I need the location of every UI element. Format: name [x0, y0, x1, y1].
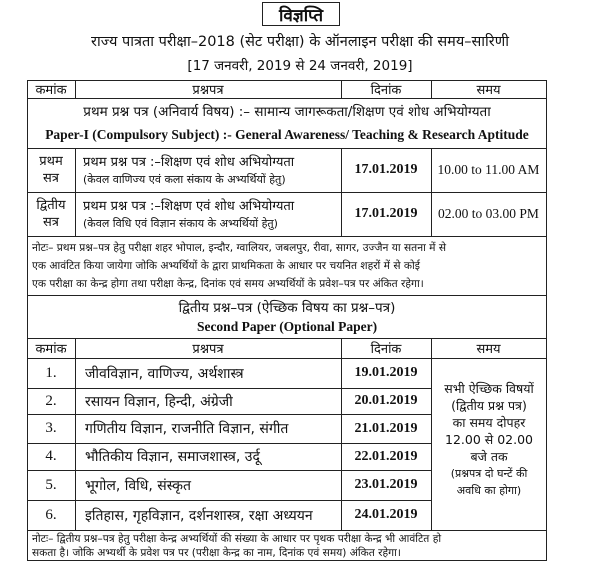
- note-paper1-line2: एक आवंटित किया जायेगा जोकि अभ्यर्थियों के द्वारा प्राथमिकता के आधार पर चयनित शहरों में से कोई: [32, 260, 420, 272]
- column-header-time: समय: [476, 83, 501, 98]
- table-row: [27, 470, 431, 500]
- exam-date: 23.01.2019: [354, 477, 418, 492]
- exam-date: 22.01.2019: [354, 448, 418, 464]
- paper-description-line1: प्रथम प्रश्न पत्र :–शिक्षण एवं शोध अभियोग्यता: [83, 155, 295, 170]
- column-header-sno: कमांक: [35, 342, 67, 357]
- subjects: भौतिकीय विज्ञान, समाजशास्त्र, उर्दू: [85, 449, 260, 465]
- session-label: [27, 196, 75, 232]
- row-number: 4.: [45, 448, 57, 464]
- row-number: 5.: [45, 476, 57, 493]
- subjects: इतिहास, गृहविज्ञान, दर्शनशास्त्र, रक्षा अध्ययन: [85, 507, 313, 524]
- table-row: [27, 148, 547, 192]
- table-row: [27, 500, 431, 530]
- table-row: [27, 388, 431, 414]
- optional-time-line5: बजे तक: [470, 449, 508, 464]
- paper2-title-english: Second Paper (Optional Paper): [196, 319, 378, 334]
- exam-date: 21.01.2019: [354, 420, 418, 436]
- exam-date: 17.01.2019: [354, 162, 418, 177]
- row-number: 1.: [45, 364, 57, 381]
- column-header-paper: प्रश्नपत्र: [192, 342, 224, 357]
- subjects: जीवविज्ञान, वाणिज्य, अर्थशास्त्र: [85, 365, 244, 382]
- note-paper2-line2: सकता है। जोकि अभ्यर्थी के प्रवेश पत्र पर (परीक्षा केन्द्र का नाम, दिनांक एवं समय) अंकित रहेगा।: [32, 546, 401, 559]
- optional-time-line2: (द्वितीय प्रश्न पत्र): [451, 398, 527, 413]
- exam-date-range: [17 जनवरी, 2019 से 24 जनवरी, 2019]: [187, 58, 413, 74]
- optional-time-line6: (प्रश्नपत्र दो घन्टें की: [450, 467, 528, 480]
- column-header-time: समय: [476, 342, 501, 357]
- note-paper2: [32, 533, 544, 559]
- paper1-title-english: Paper-I (Compulsory Subject) :- General Awareness/ Teaching & Research Aptitude: [45, 127, 529, 142]
- subjects: भूगोल, विधि, संस्कृत: [85, 477, 191, 494]
- notice-subtitle: राज्य पात्रता परीक्षा–2018 (सेट परीक्षा) के ऑनलाइन परीक्षा की समय–सारिणी: [91, 34, 509, 50]
- note-paper1-line1: नोटः– प्रथम प्रश्न–पत्र हेतु परीक्षा शहर भोपाल, इन्दौर, ग्वालियर, जबलपुर, रीवा, सागर, उज्जैन या सतना में से: [32, 242, 447, 254]
- column-header-sno: कमांक: [35, 83, 67, 98]
- note-paper2-line1: नोटः– द्वितीय प्रश्न–पत्र हेतु परीक्षा केन्द्र अभ्यर्थियों की संख्या के आधार पर पृथक परीक्षा केन्द्र भी आवंटित हो: [32, 533, 442, 545]
- paper2-title-hindi: द्वितीय प्रश्न–पत्र (ऐच्छिक विषय का प्रश्न–पत्र): [178, 300, 396, 316]
- notice-title: विज्ञप्ति: [278, 5, 324, 26]
- exam-date: 20.01.2019: [354, 393, 418, 408]
- table-row: [27, 414, 431, 443]
- paper-description-line2: (केवल विधि एवं विज्ञान संकाय के अभ्यर्थियों हेतु): [83, 217, 278, 230]
- column-header-paper: प्रश्नपत्र: [192, 83, 224, 98]
- exam-date: 24.01.2019: [354, 507, 418, 522]
- row-number: 3.: [45, 420, 57, 436]
- session-label-line1: प्रथम: [39, 154, 63, 169]
- paper-description: [83, 196, 345, 232]
- exam-date: 19.01.2019: [354, 365, 418, 380]
- session-label-line1: द्वितीय: [36, 198, 66, 213]
- table-row: [27, 192, 547, 236]
- subjects: रसायन विज्ञान, हिन्दी, अंग्रेजी: [85, 393, 233, 410]
- note-paper1-line3: एक परीक्षा का केन्द्र होगा तथा परीक्षा केन्द्र, दिनांक एवं समय अभ्यर्थियों के प्रवेश–पत्र पर अंकित रहेगा।: [32, 278, 424, 290]
- exam-time: 10.00 to 11.00 AM: [437, 162, 540, 177]
- paper-description-line2: (केवल वाणिज्य एवं कला संकाय के अभ्यर्थियों हेतु): [83, 173, 286, 186]
- subjects: गणितीय विज्ञान, राजनीति विज्ञान, संगीत: [85, 421, 289, 437]
- column-header-date: दिनांक: [370, 83, 402, 98]
- row-number: 6.: [45, 506, 57, 523]
- optional-time-line1: सभी ऐच्छिक विषयों: [444, 381, 534, 396]
- optional-time-line4: 12.00 से 02.00: [445, 432, 533, 447]
- session-label-line2: सत्र: [43, 171, 59, 186]
- exam-date: 17.01.2019: [354, 206, 418, 221]
- table-row: [27, 358, 431, 388]
- optional-time-line3: का समय दोपहर: [452, 415, 526, 430]
- paper-description: [83, 152, 345, 188]
- session-label: [27, 152, 75, 188]
- paper-description-line1: प्रथम प्रश्न पत्र :–शिक्षण एवं शोध अभियोग्यता: [83, 199, 295, 214]
- session-label-line2: सत्र: [43, 215, 59, 230]
- optional-time-line7: अवधि का होगा): [456, 484, 522, 497]
- exam-time: 02.00 to 03.00 PM: [438, 206, 539, 221]
- table-row: [27, 443, 431, 470]
- paper1-title-hindi: प्रथम प्रश्न पत्र (अनिवार्य विषय) :– सामान्य जागरूकता/शिक्षण एवं शोध अभियोग्यता: [83, 104, 491, 120]
- optional-paper-time: [432, 380, 546, 520]
- note-paper1: [32, 239, 544, 293]
- row-number: 2.: [45, 392, 57, 409]
- column-header-date: दिनांक: [370, 342, 402, 357]
